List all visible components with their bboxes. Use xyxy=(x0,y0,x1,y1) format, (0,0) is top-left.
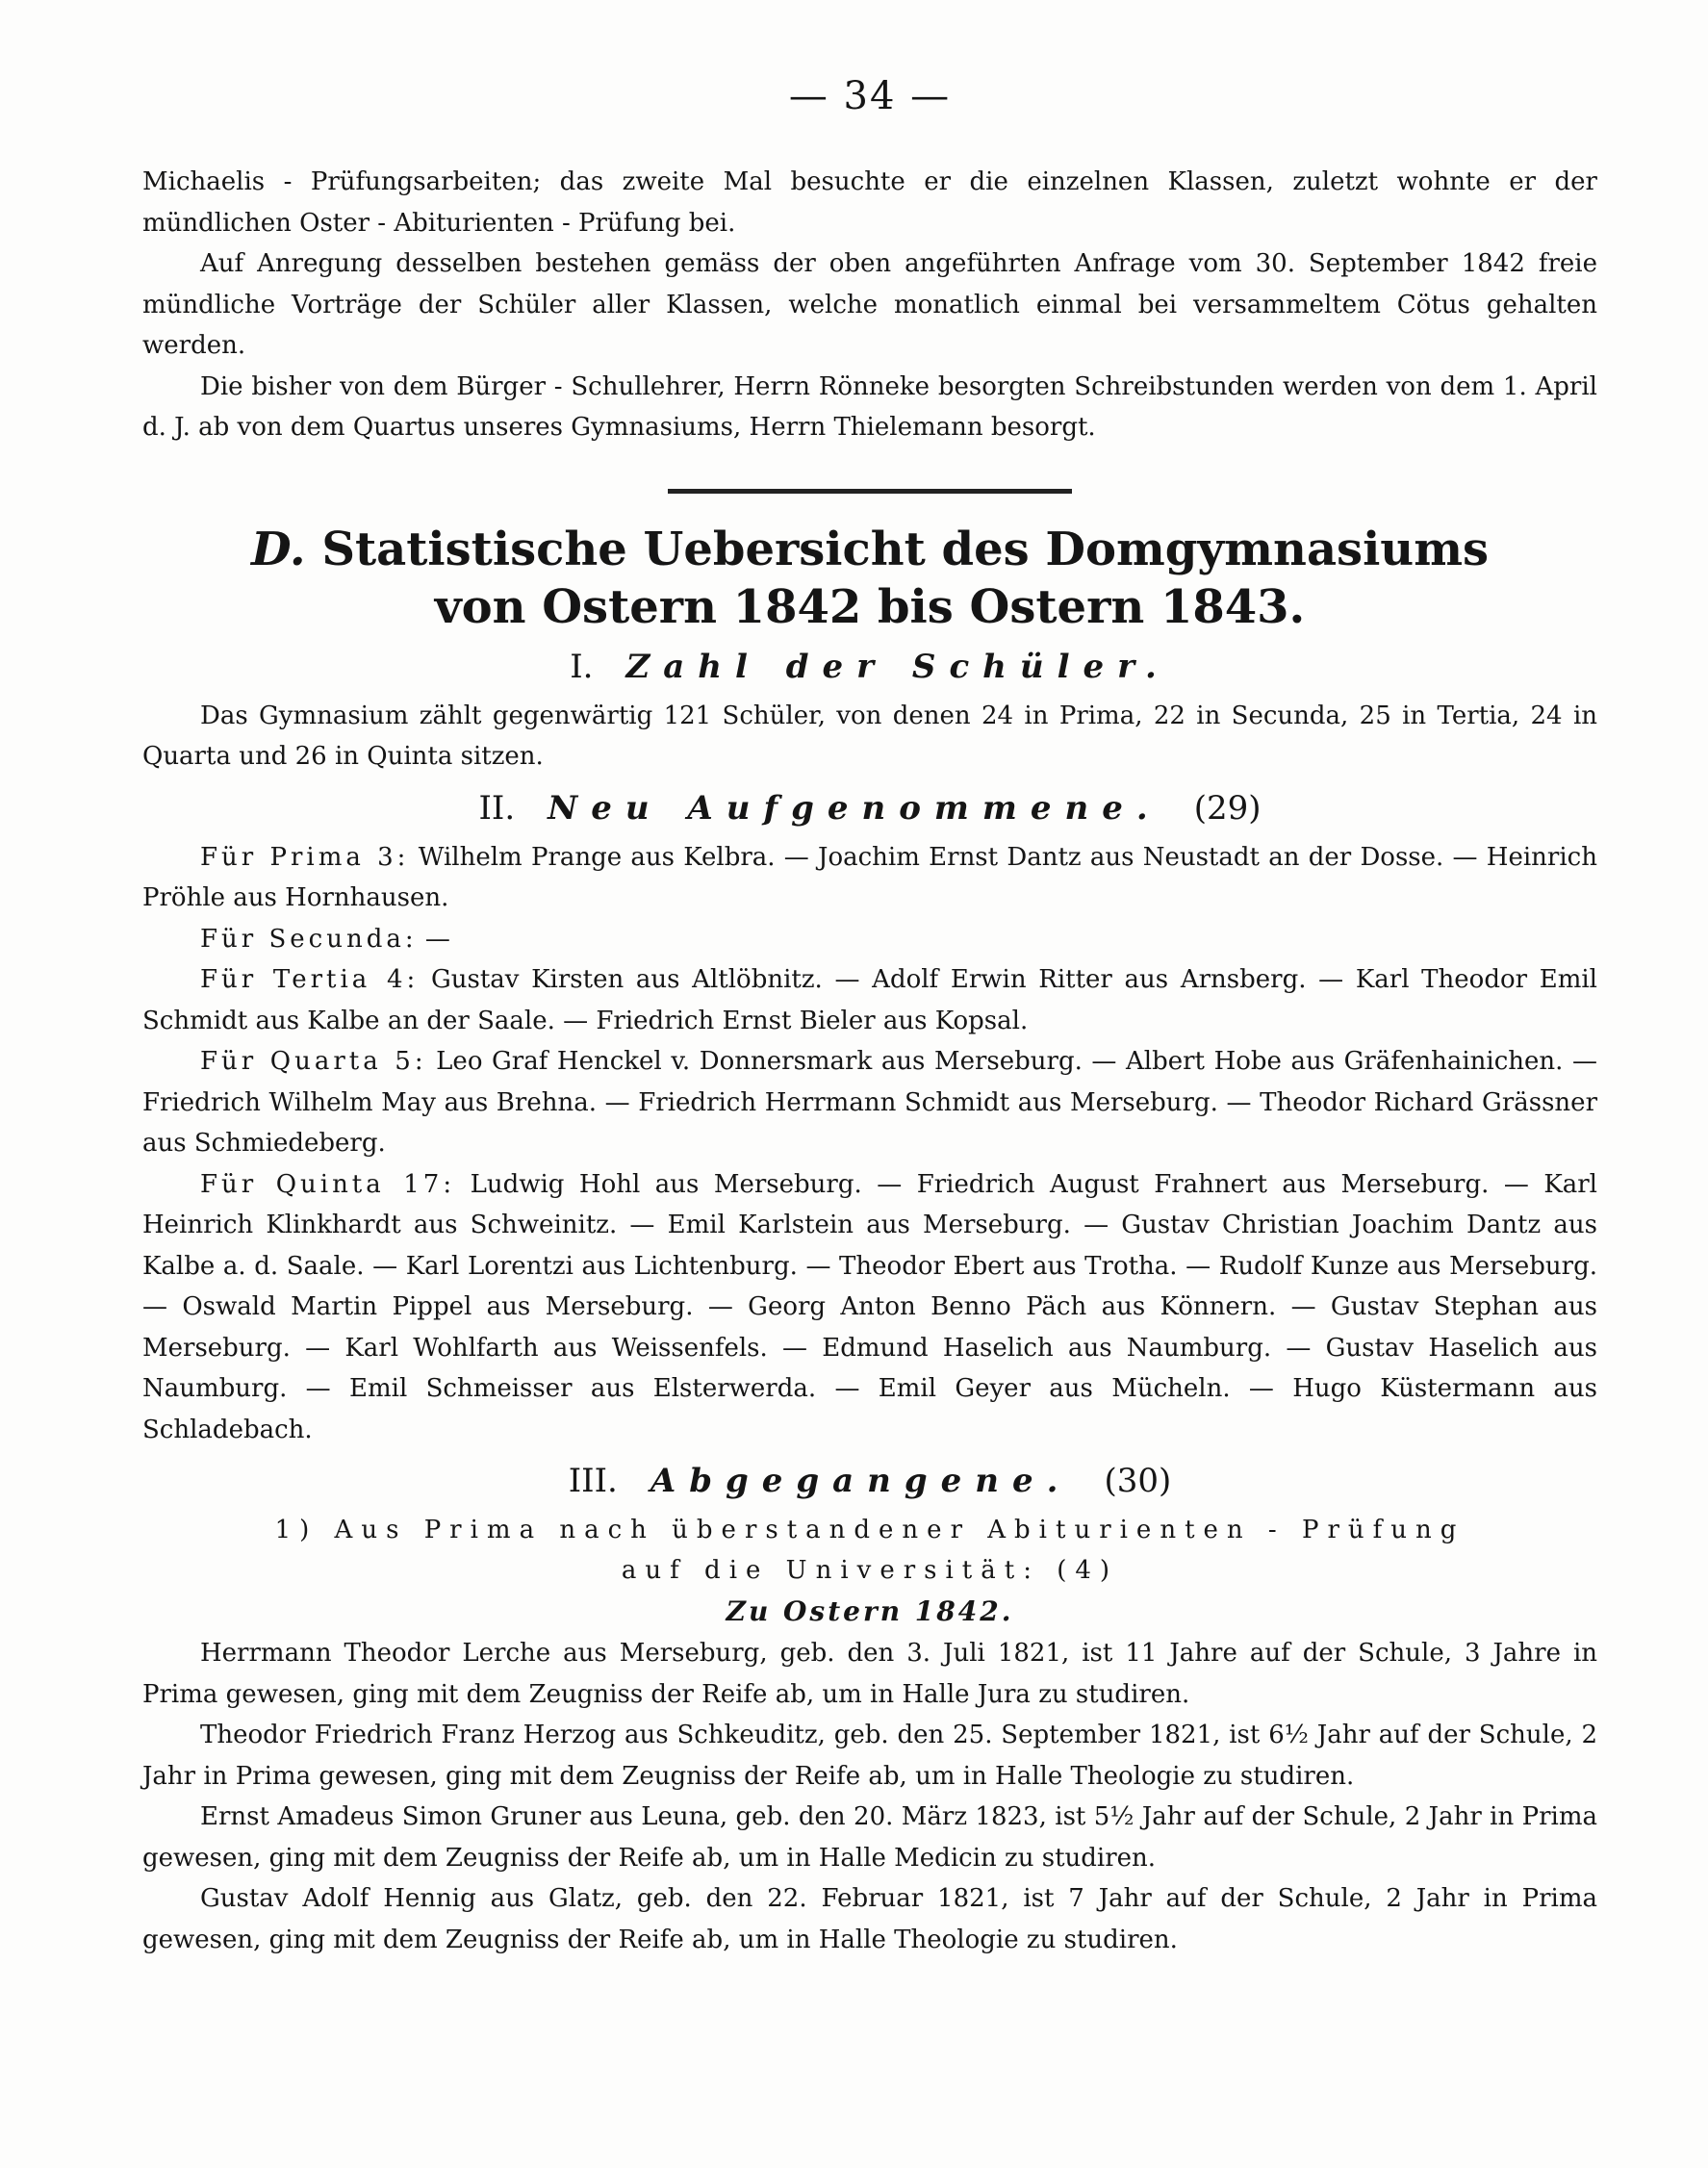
section-1-title: Zahl der Schüler. xyxy=(625,647,1170,686)
intro-paragraph-3: Die bisher von dem Bürger - Schullehrer, Herrn Rönneke besorgten Schreibstunden werden von dem 1. April d. J. ab von dem Quartus unseres Gymnasiums, Herrn Thielemann besorgt. xyxy=(142,371,1597,442)
document-title xyxy=(142,521,1597,578)
entry-tertia xyxy=(142,959,1597,1041)
subsection-heading-line-1: 1) Aus Prima nach überstandener Abiturienten - Prüfung xyxy=(274,1516,1466,1544)
title-label: D. xyxy=(250,522,306,576)
intro-paragraph-1: Michaelis - Prüfungsarbeiten; das zweite Mal besuchte er die einzelnen Klassen, zuletzt wohnte er der mündlichen Oster - Abiturienten - Prüfung bei. xyxy=(142,167,1597,238)
section-2-heading xyxy=(142,783,1597,833)
entry-quarta xyxy=(142,1041,1597,1164)
section-3-title: Abgegangene. xyxy=(650,1462,1072,1500)
section-divider xyxy=(668,489,1072,494)
entry-text: Leo Graf Henckel v. Donnersmark aus Merseburg. — Albert Hobe aus Gräfenhainichen. — Friedrich Wilhelm May aus Brehna. — Friedrich Herrmann Schmidt aus Merseburg. — Theodor Richard Grässner aus Schmiedeberg. xyxy=(142,1047,1598,1158)
date-heading: Zu Ostern 1842. xyxy=(726,1595,1014,1627)
graduate-entry: Ernst Amadeus Simon Gruner aus Leuna, geb. den 20. März 1823, ist 5½ Jahr auf der Schule, 2 Jahr in Prima gewesen, ging mit dem Zeugniss der Reife ab, um in Halle Medicin zu studiren. xyxy=(142,1802,1597,1873)
entry-label: Für Quarta 5: xyxy=(200,1047,427,1076)
section-2-count: (29) xyxy=(1193,788,1262,828)
intro-paragraph-2: Auf Anregung desselben bestehen gemäss der oben angeführten Anfrage vom 30. September 1842 freie mündliche Vorträge der Schüler aller Klassen, welche monatlich einmal bei versammeltem Cötus gehalten werden. xyxy=(142,249,1597,360)
section-1-text: Das Gymnasium zählt gegenwärtig 121 Schüler, von denen 24 in Prima, 22 in Secunda, 25 in Tertia, 24 in Quarta und 26 in Quinta sitzen. xyxy=(142,701,1597,771)
graduate-entry: Gustav Adolf Hennig aus Glatz, geb. den 22. Februar 1821, ist 7 Jahr auf der Schule, 2 Jahr in Prima gewesen, ging mit dem Zeugniss der Reife ab, um in Halle Theologie zu studiren. xyxy=(142,1884,1597,1954)
document-title-line-2: von Ostern 1842 bis Ostern 1843. xyxy=(434,579,1306,634)
entry-secunda xyxy=(142,919,1597,960)
page-number: — 34 — xyxy=(788,74,952,118)
entry-text: Ludwig Hohl aus Merseburg. — Friedrich August Frahnert aus Merseburg. — Karl Heinrich Klinkhardt aus Schweinitz. — Emil Karlstein aus Merseburg. — Gustav Christian Joachim Dantz aus Kalbe a. d. Saale. — Karl Lorentzi aus Lichtenburg. — Theodor Ebert aus Trotha. — Rudolf Kunze aus Merseburg. — Oswald Martin Pippel aus Merseburg. — Georg Anton Benno Päch aus Könnern. — Gustav Stephan aus Merseburg. — Karl Wohlfarth aus Weissenfels. — Edmund Haselich aus Naumburg. — Gustav Haselich aus Naumburg. — Emil Schmeisser aus Elsterwerda. — Emil Geyer aus Mücheln. — Hugo Küstermann aus Schladebach. xyxy=(142,1169,1597,1444)
entry-label: Für Secunda: xyxy=(200,924,418,954)
entry-quinta xyxy=(142,1164,1597,1451)
entry-prima xyxy=(142,837,1597,919)
entry-label: Für Tertia 4: xyxy=(200,965,420,994)
section-3-number: III. xyxy=(568,1462,618,1500)
entry-label: Für Quinta 17: xyxy=(200,1169,456,1199)
text-column xyxy=(142,67,1597,1960)
entry-label: Für Prima 3: xyxy=(200,842,410,872)
entry-text: — xyxy=(417,924,450,954)
section-3-heading xyxy=(142,1456,1597,1506)
title-line-1: Statistische Uebersicht des Domgymnasiums xyxy=(321,522,1490,576)
section-3-count: (30) xyxy=(1104,1462,1172,1500)
graduate-entry: Herrmann Theodor Lerche aus Merseburg, geb. den 3. Juli 1821, ist 11 Jahre auf der Schule, 3 Jahre in Prima gewesen, ging mit dem Zeugniss der Reife ab, um in Halle Jura zu studiren. xyxy=(142,1639,1597,1709)
entry-text: Gustav Kirsten aus Altlöbnitz. — Adolf Erwin Ritter aus Arnsberg. — Karl Theodor Emil Schmidt aus Kalbe an der Saale. — Friedrich Ernst Bieler aus Kopsal. xyxy=(142,965,1597,1035)
subsection-heading-line-2: auf die Universität: (4) xyxy=(621,1556,1119,1585)
section-1-heading xyxy=(142,642,1597,692)
section-1-number: I. xyxy=(570,647,594,686)
graduate-entry: Theodor Friedrich Franz Herzog aus Schkeuditz, geb. den 25. September 1821, ist 6½ Jahr auf der Schule, 2 Jahr in Prima gewesen, ging mit dem Zeugniss der Reife ab, um in Halle Theologie zu studiren. xyxy=(142,1721,1597,1791)
entry-text: Wilhelm Prange aus Kelbra. — Joachim Ernst Dantz aus Neustadt an der Dosse. — Heinrich Pröhle aus Hornhausen. xyxy=(142,842,1597,912)
section-2-number: II. xyxy=(478,788,516,828)
section-2-title: Neu Aufgenommene. xyxy=(548,788,1161,828)
